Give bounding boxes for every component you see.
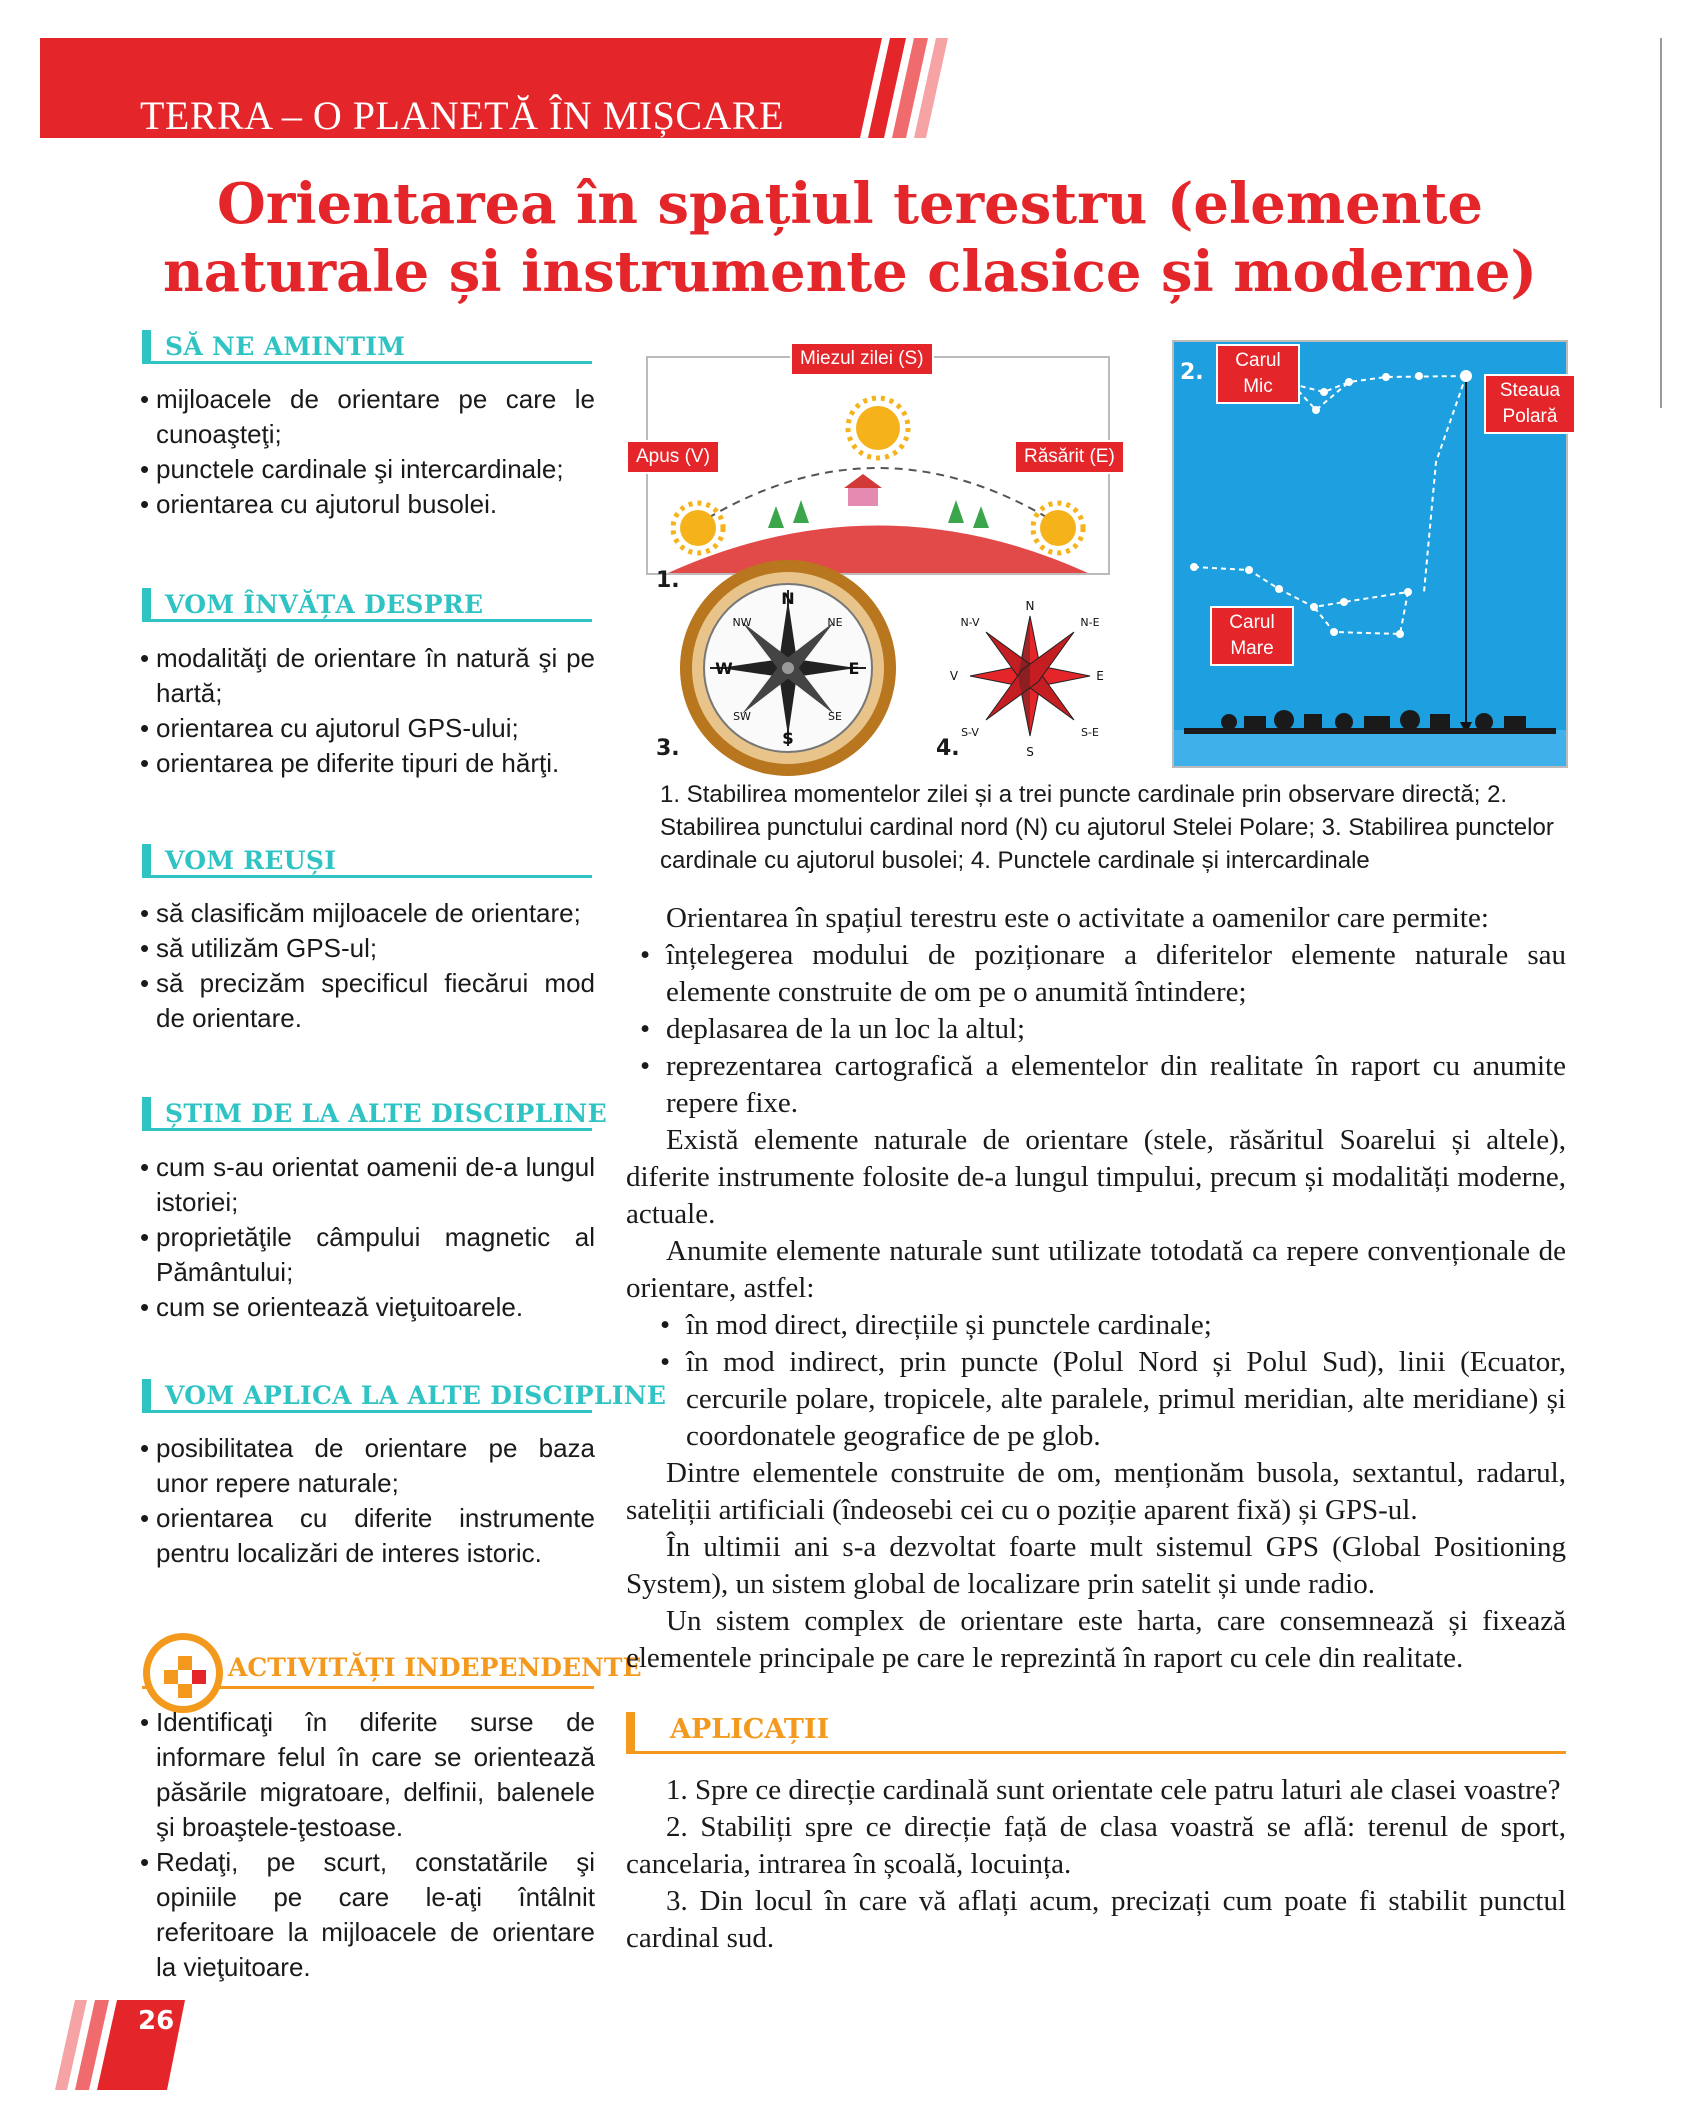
trees-icon <box>768 474 989 528</box>
compass-s: S <box>782 729 794 748</box>
list-item: • înțelegerea modului de poziționare a diferitelor elemente naturale sau elemente construite de om pe o anumită întindere; <box>626 937 1566 1011</box>
rose-nv: N-V <box>960 616 980 629</box>
aplicatii-heading: APLICAȚII <box>670 1714 830 1745</box>
horizon-silhouette <box>1184 710 1556 734</box>
list-item: • Identificaţi în diferite surse de informare felul în care se orientează păsările migratoare, delfinii, balenele şi broaştele-ţestoase. <box>140 1705 595 1845</box>
list-item: • să precizăm specificul fiecărui mod de orientare. <box>140 966 595 1036</box>
section-head-invata: VOM ÎNVĂȚA DESPRE <box>142 588 592 622</box>
body-paragraph: În ultimii ani s-a dezvoltat foarte mult sistemul GPS (Global Positioning System), un sistem global de localizare prin satelit și unde radio. <box>626 1531 1566 1600</box>
rose-ne: N-E <box>1080 616 1100 629</box>
compass-nw: NW <box>732 616 752 629</box>
label-east: Răsărit (E) <box>1014 440 1125 474</box>
list-item: • modalităţi de orientare în natură şi pe hartă; <box>140 641 595 711</box>
label-west: Apus (V) <box>626 440 720 474</box>
question: 3. Din locul în care vă aflați acum, precizați cum poate fi stabilit punctul cardinal sud. <box>626 1885 1566 1954</box>
list-item: • punctele cardinale şi intercardinale; <box>140 452 595 487</box>
list-item: • să clasificăm mijloacele de orientare; <box>140 896 595 931</box>
compass-n: N <box>781 589 795 608</box>
compass-w: W <box>715 659 733 678</box>
aplicatii-text <box>626 1772 1566 1957</box>
compass-ne: NE <box>827 616 843 629</box>
rose-sv: S-V <box>961 726 979 739</box>
rose-se: S-E <box>1081 726 1099 739</box>
list-item: • cum se orientează vieţuitoarele. <box>140 1290 595 1325</box>
question: 2. Stabiliți spre ce direcție față de clasa voastră se află: terenul de sport, cancelaria, intrarea în școală, locuința. <box>626 1811 1566 1880</box>
body-paragraph: Orientarea în spațiul terestru este o activitate a oamenilor care permite: <box>666 902 1489 934</box>
section-head-amintim: SĂ NE AMINTIM <box>142 330 592 364</box>
lesson-title: Orientarea în spațiul terestru (elemente naturale și instrumente clasice și moderne) <box>163 171 1537 305</box>
star-icon <box>1190 370 1472 638</box>
body-paragraph: Există elemente naturale de orientare (stele, răsăritul Soarelui și altele), diferite instrumente folosite de-a lungul timpului, precum și modalități moderne, actuale. <box>626 1124 1566 1230</box>
body-text <box>626 900 1566 1677</box>
label-polaris: Steaua Polară <box>1484 374 1576 434</box>
list-item: • orientarea cu ajutorul GPS-ului; <box>140 711 595 746</box>
body-paragraph: Dintre elementele construite de om, menționăm busola, sextantul, radarul, sateliții artificiali (îndeosebi cei cu o poziție aparent fixă) și GPS-ul. <box>626 1457 1566 1526</box>
list-item: • să utilizăm GPS-ul; <box>140 931 595 966</box>
header-stripes <box>860 38 960 138</box>
list-stim <box>140 1150 595 1325</box>
list-item: • posibilitatea de orientare pe baza unor repere naturale; <box>140 1431 595 1501</box>
list-item: • mijloacele de orientare pe care le cunoaşteţi; <box>140 382 595 452</box>
rose-e: E <box>1096 669 1104 683</box>
list-item: • în mod indirect, prin puncte (Polul Nord și Polul Sud), linii (Ecuator, cercurile polare, tropicele, alte paralele, primul meridian, alte meridiane) și coordonatele geografice de pe glob. <box>626 1344 1566 1455</box>
figure-number: 1. <box>656 568 680 593</box>
compass-e: E <box>848 659 860 678</box>
section-head-aplica: VOM APLICA LA ALTE DISCIPLINE <box>142 1379 592 1413</box>
list-item: • deplasarea de la un loc la altul; <box>626 1011 1566 1048</box>
activity-heading: ACTIVITĂȚI INDEPENDENTE <box>228 1653 642 1682</box>
label-big-dipper: Carul Mare <box>1210 606 1294 666</box>
list-item: • cum s-au orientat oamenii de-a lungul istoriei; <box>140 1150 595 1220</box>
sun-icon <box>848 398 908 458</box>
rose-v: V <box>949 669 959 683</box>
list-item: • reprezentarea cartografică a elementelor din realitate în raport cu anumite repere fixe. <box>626 1048 1566 1122</box>
compass-illustration <box>670 560 910 780</box>
list-activitati <box>140 1705 595 1985</box>
question: 1. Spre ce direcție cardinală sunt orientate cele patru laturi ale clasei voastre? <box>666 1774 1561 1806</box>
section-head-stim: ȘTIM DE LA ALTE DISCIPLINE <box>142 1097 592 1131</box>
sun-icon <box>1033 503 1083 553</box>
list-aplica <box>140 1431 595 1571</box>
figure-number: 4. <box>936 736 960 761</box>
body-paragraph: Un sistem complex de orientare este harta, care consemnează și fixează elementele principale pe care le reprezintă în raport cu cele din realitate. <box>626 1605 1566 1674</box>
figure-number: 3. <box>656 736 680 761</box>
list-item: • Redaţi, pe scurt, constatările şi opiniile pe care le-aţi întâlnit referitoare la mijloacele de orientare la vieţuitoare. <box>140 1845 595 1985</box>
body-list <box>626 937 1566 1122</box>
figure-caption: 1. Stabilirea momentelor zilei și a trei puncte cardinale prin observare directă; 2. Stabilirea punctului cardinal nord (N) cu ajutorul Stelei Polare; 3. Stabilirea punctelor cardinale cu ajutorul busolei; 4. Punctele cardinale și intercardinale <box>660 781 1554 874</box>
list-item: • orientarea pe diferite tipuri de hărţi. <box>140 746 595 781</box>
list-amintim <box>140 382 595 522</box>
body-paragraph: Anumite elemente naturale sunt utilizate totodată ca repere convenționale de orientare, astfel: <box>626 1235 1566 1304</box>
list-invata <box>140 641 595 781</box>
list-reusi <box>140 896 595 1036</box>
sun-icon <box>673 503 723 553</box>
body-list <box>626 1307 1566 1455</box>
rose-n: N <box>1025 599 1035 613</box>
figure-number: 2. <box>1180 360 1204 385</box>
list-item: • în mod direct, direcțiile și punctele cardinale; <box>626 1307 1566 1344</box>
label-noon: Miezul zilei (S) <box>790 342 934 376</box>
list-item: • orientarea cu ajutorul busolei. <box>140 487 595 522</box>
compass-se: SE <box>828 710 842 723</box>
rose-s: S <box>1026 745 1034 759</box>
label-small-dipper: Carul Mic <box>1216 344 1300 404</box>
list-item: • orientarea cu diferite instrumente pentru localizări de interes istoric. <box>140 1501 595 1571</box>
chapter-title: TERRA – O PLANETĂ ÎN MIȘCARE <box>140 93 785 138</box>
list-item: • proprietăţile câmpului magnetic al Pământului; <box>140 1220 595 1290</box>
compass-sw: SW <box>733 710 751 723</box>
section-head-reusi: VOM REUȘI <box>142 844 592 878</box>
wind-rose-illustration <box>940 596 1120 766</box>
page-number: 26 <box>138 2006 175 2036</box>
puzzle-icon <box>140 1630 226 1716</box>
margin-rule <box>1660 38 1662 408</box>
